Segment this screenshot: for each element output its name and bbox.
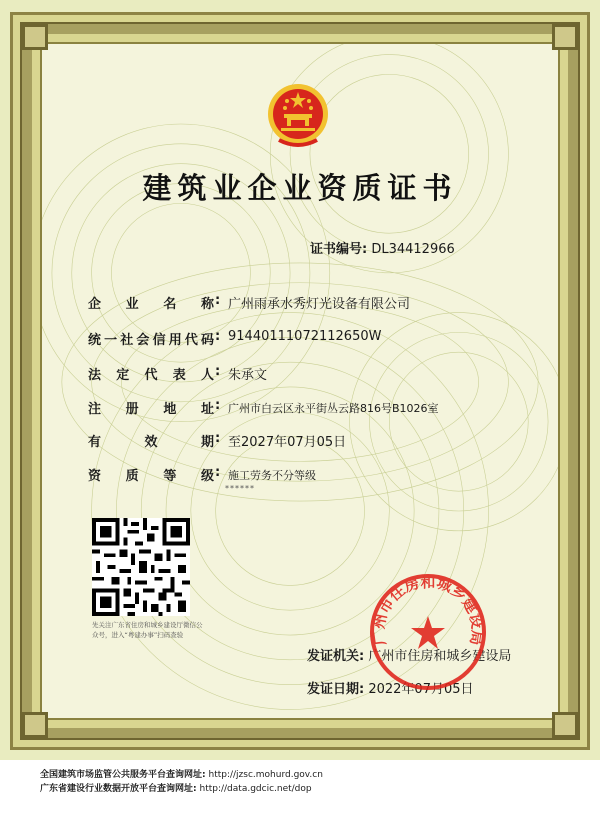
field-qualification-level: 资质等级 : 施工劳务不分等级 [88,465,316,484]
certificate-number-value: DL34412966 [371,242,455,257]
field-registered-address: 注册地址 : 广州市白云区永平街丛云路816号B1026室 [88,398,439,417]
field-credit-code: 统一社会信用代码 : 91440111072112650W [88,329,382,348]
footer-line1-url[interactable]: http://jzsc.mohurd.gov.cn [208,770,323,780]
field-label: 企业名称 [88,297,214,312]
certificate-number [310,238,455,257]
footer-line2-url[interactable]: http://data.gdcic.net/dop [199,784,312,794]
field-label: 法定代表人 [88,368,214,383]
national-emblem-icon [265,82,331,150]
footer-line [40,768,323,782]
field-legal-representative: 法定代表人 : 朱承文 [88,364,268,383]
issue-date-value: 2022年07月05日 [368,682,474,697]
seal-text: 广州市住房和城乡建设局 [369,572,487,647]
qr-caption: 先关注广东省住房和城乡建设厅微信公众号，进入“粤建办事”扫码查验 [92,621,203,639]
field-label: 注册地址 [88,402,214,417]
field-label: 有效期 [88,435,214,450]
footer-line2-label: 广东省建设行业数据开放平台查询网址: [40,784,197,794]
qr-code[interactable] [92,518,190,616]
certificate-number-label: 证书编号: [310,242,368,257]
field-label: 资质等级 [88,469,214,484]
field-value: 至2027年07月05日 [228,435,347,450]
certificate-title: 建筑业企业资质证书 [142,171,458,205]
footer-line1-label: 全国建筑市场监管公共服务平台查询网址: [40,770,206,780]
field-validity: 有效期 : 至2027年07月05日 [88,431,347,450]
issuing-authority-value: 广州市住房和城乡建设局 [368,649,512,664]
field-value: 91440111072112650W [228,329,382,344]
issue-date-label: 发证日期: [307,682,365,697]
footer-links [40,768,323,796]
field-value: 广州市白云区永平街丛云路816号B1026室 [228,402,439,415]
field-company-name: 企业名称 : 广州雨承水秀灯光设备有限公司 [88,293,411,312]
field-value: 施工劳务不分等级 [228,469,316,482]
field-value: 广州雨承水秀灯光设备有限公司 [228,297,411,312]
frame-corner-ornament [22,712,48,738]
frame-corner-ornament [552,712,578,738]
issuing-authority-label: 发证机关: [307,649,365,664]
frame-corner-ornament [552,24,578,50]
field-value: 朱承文 [228,368,268,383]
official-seal [368,572,488,692]
field-label: 统一社会信用代码 [88,333,214,348]
frame-corner-ornament [22,24,48,50]
qualification-stars: ****** [225,484,255,493]
footer-line [40,782,323,796]
